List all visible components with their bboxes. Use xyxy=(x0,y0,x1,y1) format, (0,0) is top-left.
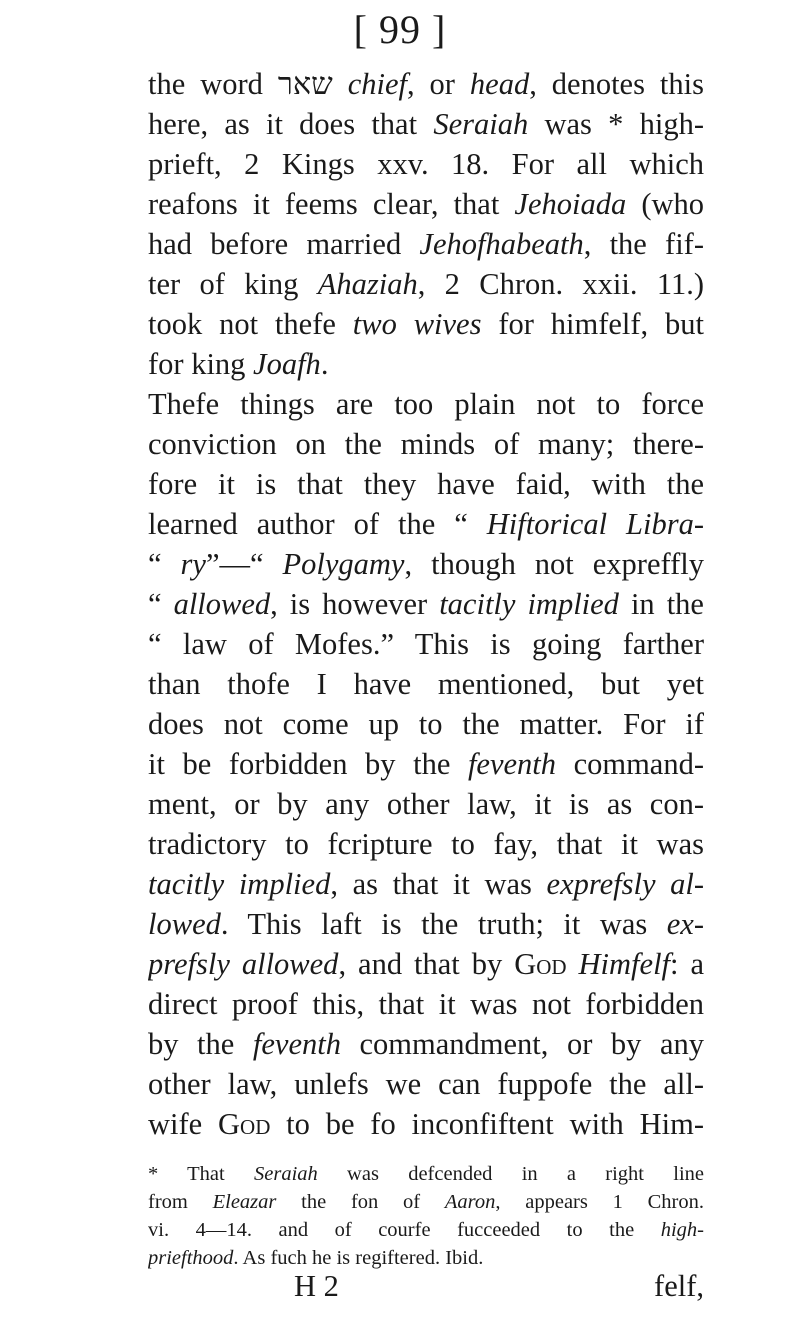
body-line-19: ment, or by any other law, it is as con- xyxy=(148,787,704,821)
hebrew-word: שאר xyxy=(277,67,333,101)
signature-mark: H 2 xyxy=(294,1269,339,1303)
body-line-9: Thefe things are too plain not to force xyxy=(148,387,704,421)
page-footer xyxy=(148,1266,704,1306)
body-line-23: prefsly allowed, and that by God Himfelf: a xyxy=(148,947,704,981)
body-line-26: other law, unlefs we can fuppofe the all- xyxy=(148,1067,704,1101)
body-line-17: does not come up to the matter. For if xyxy=(148,707,704,741)
body-line-12: learned author of the “ Hiftorical Libra- xyxy=(148,507,704,541)
body-line-1: the word שאר chief, or head, denotes this xyxy=(148,67,704,101)
body-line-20: tradictory to fcripture to fay, that it was xyxy=(148,827,704,861)
body-line-15: “ law of Mofes.” This is going farther xyxy=(148,627,704,661)
page-number: [ 99 ] xyxy=(353,7,447,52)
footnote-line-4: priefthood. As fuch he is regiftered. Ibid. xyxy=(148,1247,484,1269)
body-line-27: wife God to be fo inconfiftent with Him- xyxy=(148,1107,704,1141)
body-line-3: prieft, 2 Kings xxv. 18. For all which xyxy=(148,147,704,181)
body-line-7: took not thefe two wives for himfelf, but xyxy=(148,307,704,341)
body-line-2: here, as it does that Seraiah was * high- xyxy=(148,107,704,141)
body-line-18: it be forbidden by the feventh command- xyxy=(148,747,704,781)
catchword: felf, xyxy=(654,1269,704,1303)
body-line-21: tacitly implied, as that it was exprefsly al- xyxy=(148,867,704,901)
body-line-10: conviction on the minds of many; there- xyxy=(148,427,704,461)
body-line-11: fore it is that they have faid, with the xyxy=(148,467,704,501)
body-line-14: “ allowed, is however tacitly implied in the xyxy=(148,587,704,621)
body-line-8: for king Joafh. xyxy=(148,347,329,381)
footnote-line-3: vi. 4—14. and of courfe fucceeded to the high- xyxy=(148,1219,704,1241)
body-line-6: ter of king Ahaziah, 2 Chron. xxii. 11.) xyxy=(148,267,704,301)
body-line-25: by the feventh commandment, or by any xyxy=(148,1027,704,1061)
body-line-24: direct proof this, that it was not forbidden xyxy=(148,987,704,1021)
body-line-4: reafons it feems clear, that Jehoiada (who xyxy=(148,187,704,221)
body-line-22: lowed. This laft is the truth; it was ex- xyxy=(148,907,704,941)
footnote-line-1: * That Seraiah was defcended in a right line xyxy=(148,1163,704,1185)
body-line-13: “ ry”—“ Polygamy, though not expreffly xyxy=(148,547,704,581)
footnote-line-2: from Eleazar the fon of Aaron, appears 1 Chron. xyxy=(148,1191,704,1213)
body-line-16: than thofe I have mentioned, but yet xyxy=(148,667,704,701)
body-line-5: had before married Jehofhabeath, the fif- xyxy=(148,227,704,261)
